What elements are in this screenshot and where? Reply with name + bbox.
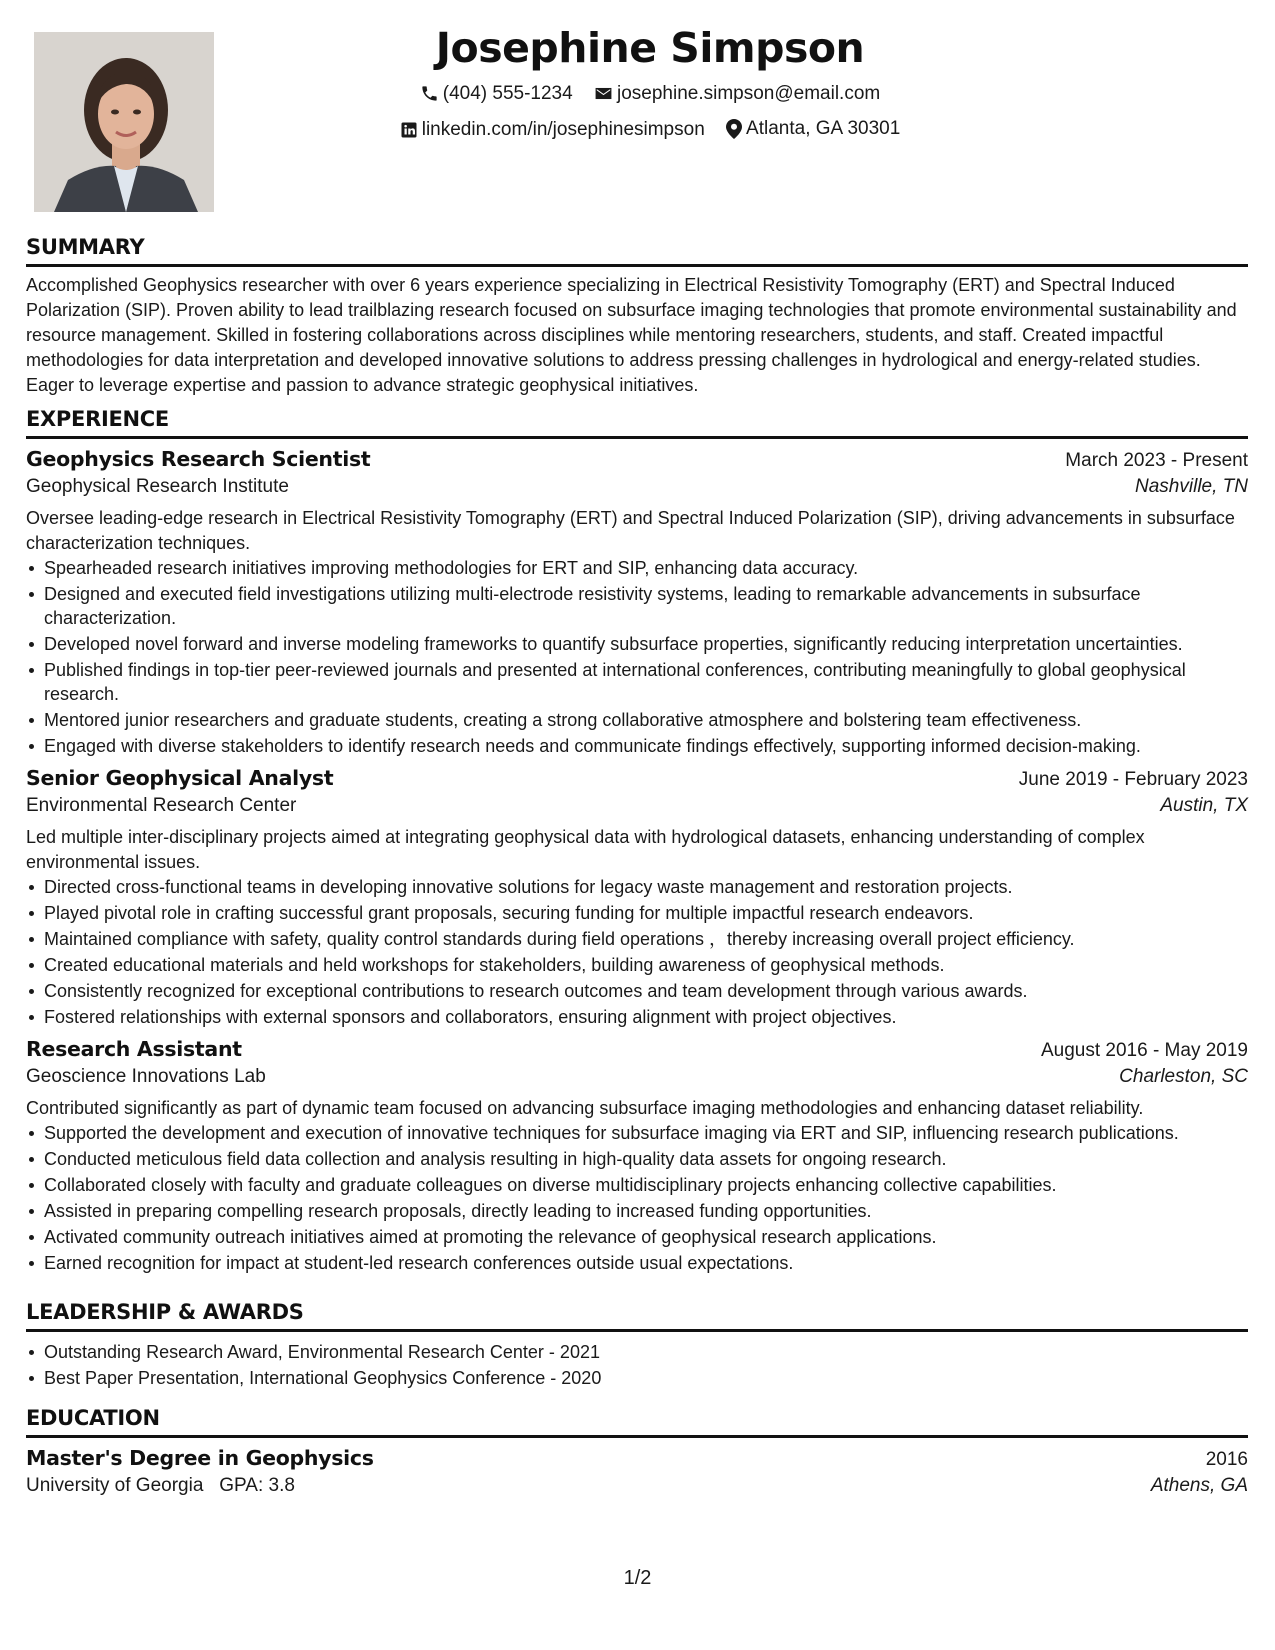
job-entry [26, 1037, 1248, 1275]
list-item: Published findings in top-tier peer-reviewed journals and presented at international conferences, contributing meaningfully to global geophysical research. [44, 658, 1248, 706]
job-entry [26, 447, 1248, 758]
education-section [26, 1404, 1248, 1497]
list-item: Activated community outreach initiatives aimed at promoting the relevance of geophysical research applications. [44, 1225, 1248, 1249]
job-organization: Geophysical Research Institute [26, 476, 289, 497]
job-title: Research Assistant [26, 1037, 242, 1061]
job-entry [26, 766, 1248, 1029]
job-description: Contributed significantly as part of dynamic team focused on advancing subsurface imaging methodologies and enhancing dataset reliability. [26, 1098, 1144, 1118]
list-item: Supported the development and execution of innovative techniques for subsurface imaging via ERT and SIP, influencing research publications. [44, 1121, 1248, 1145]
school-line [26, 1475, 295, 1497]
job-description: Led multiple inter-disciplinary projects aimed at integrating geophysical data with hydrological datasets, enhancing understanding of complex environmental issues. [26, 827, 1145, 872]
job-dates: March 2023 - Present [1065, 450, 1248, 471]
job-organization: Environmental Research Center [26, 795, 297, 816]
leadership-heading: LEADERSHIP & AWARDS [26, 1300, 304, 1324]
summary-section [26, 233, 1248, 398]
list-item: Created educational materials and held workshops for stakeholders, building awareness of geophysical methods. [44, 953, 1248, 977]
envelope-icon [594, 84, 613, 103]
list-item: Spearheaded research initiatives improving methodologies for ERT and SIP, enhancing data accuracy. [44, 556, 1248, 580]
linkedin-text: linkedin.com/in/josephinesimpson [421, 119, 705, 140]
experience-section [26, 405, 1248, 1277]
job-bullets [26, 1121, 1248, 1275]
phone-text: (404) 555-1234 [442, 83, 573, 104]
list-item: Conducted meticulous field data collection and analysis resulting in high-quality data assets for ongoing research. [44, 1147, 1248, 1171]
candidate-name: Josephine Simpson [435, 24, 865, 72]
contact-line-2 [52, 113, 1248, 149]
list-item: Fostered relationships with external sponsors and collaborators, ensuring alignment with project objectives. [44, 1005, 1248, 1029]
job-description: Oversee leading-edge research in Electrical Resistivity Tomography (ERT) and Spectral Induced Polarization (SIP), driving advancements in subsurface characterization techniques. [26, 508, 1235, 553]
contact-line-1 [52, 78, 1248, 113]
section-divider [26, 436, 1248, 439]
leadership-section [26, 1298, 1248, 1392]
summary-heading: SUMMARY [26, 235, 145, 259]
education-heading: EDUCATION [26, 1406, 160, 1430]
awards-list [26, 1340, 1248, 1390]
experience-heading: EXPERIENCE [26, 407, 169, 431]
list-item: Played pivotal role in crafting successful grant proposals, securing funding for multiple impactful research endeavors. [44, 901, 1248, 925]
linkedin-icon [400, 121, 418, 139]
list-item: Consistently recognized for exceptional contributions to research outcomes and team development through various awards. [44, 979, 1248, 1003]
list-item: Mentored junior researchers and graduate students, creating a strong collaborative atmosphere and bolstering team effectiveness. [44, 708, 1248, 732]
list-item: Designed and executed field investigations utilizing multi-electrode resistivity systems, leading to remarkable advancements in subsurface characterization. [44, 582, 1248, 630]
list-item: Outstanding Research Award, Environmental Research Center - 2021 [44, 1340, 1248, 1364]
location-text: Atlanta, GA 30301 [746, 118, 901, 139]
resume-header [26, 18, 1248, 149]
section-divider [26, 264, 1248, 267]
job-dates: August 2016 - May 2019 [1040, 1040, 1248, 1061]
email-contact[interactable] [594, 78, 880, 109]
section-divider [26, 1435, 1248, 1438]
job-title: Geophysics Research Scientist [26, 447, 371, 471]
list-item: Best Paper Presentation, International Geophysics Conference - 2020 [44, 1366, 1248, 1390]
job-location: Austin, TX [1160, 795, 1248, 816]
degree-title: Master's Degree in Geophysics [26, 1446, 374, 1470]
list-item: Collaborated closely with faculty and graduate colleagues on diverse multidisciplinary projects enhancing collective capabilities. [44, 1173, 1248, 1197]
list-item: Earned recognition for impact at student-led research conferences outside usual expectations. [44, 1251, 1248, 1275]
section-divider [26, 1329, 1248, 1332]
job-bullets [26, 875, 1248, 1029]
job-title: Senior Geophysical Analyst [26, 766, 334, 790]
resume-page [26, 0, 1248, 1650]
page-number: 1/2 [623, 1567, 652, 1589]
school-name: University of Georgia [26, 1475, 204, 1496]
email-text: josephine.simpson@email.com [616, 83, 881, 104]
phone-icon [420, 84, 439, 103]
job-bullets [26, 556, 1248, 758]
gpa: GPA: 3.8 [219, 1475, 295, 1496]
list-item: Maintained compliance with safety, quality control standards during field operations ，thereby increasing overall project efficiency. [44, 927, 1248, 951]
location-contact [726, 113, 900, 144]
list-item: Assisted in preparing compelling research proposals, directly leading to increased funding opportunities. [44, 1199, 1248, 1223]
map-pin-icon [726, 119, 742, 139]
job-location: Charleston, SC [1119, 1066, 1248, 1087]
phone-contact[interactable] [420, 78, 573, 109]
summary-text: Accomplished Geophysics researcher with over 6 years experience specializing in Electrical Resistivity Tomography (ERT) and Spectral Induced Polarization (SIP). Proven ability to lead trailblazing research focused on subsurface imaging technologies that promote environmental sustainability and resource management. Skilled in fostering collaborations across disciplines while mentoring researchers, students, and staff. Created impactful methodologies for data interpretation and developed innovative solutions to address pressing challenges in hydrological and energy-related studies. Eager to leverage expertise and passion to advance strategic geophysical initiatives. [26, 275, 1237, 395]
list-item: Engaged with diverse stakeholders to identify research needs and communicate findings effectively, supporting informed decision-making. [44, 734, 1248, 758]
school-location: Athens, GA [1150, 1475, 1248, 1496]
list-item: Developed novel forward and inverse modeling frameworks to quantify subsurface properties, significantly reducing interpretation uncertainties. [44, 632, 1248, 656]
linkedin-contact[interactable] [400, 114, 705, 145]
job-location: Nashville, TN [1135, 476, 1248, 497]
job-organization: Geoscience Innovations Lab [26, 1066, 266, 1087]
graduation-year: 2016 [1205, 1449, 1248, 1470]
job-dates: June 2019 - February 2023 [1018, 769, 1248, 790]
list-item: Directed cross-functional teams in developing innovative solutions for legacy waste management and restoration projects. [44, 875, 1248, 899]
